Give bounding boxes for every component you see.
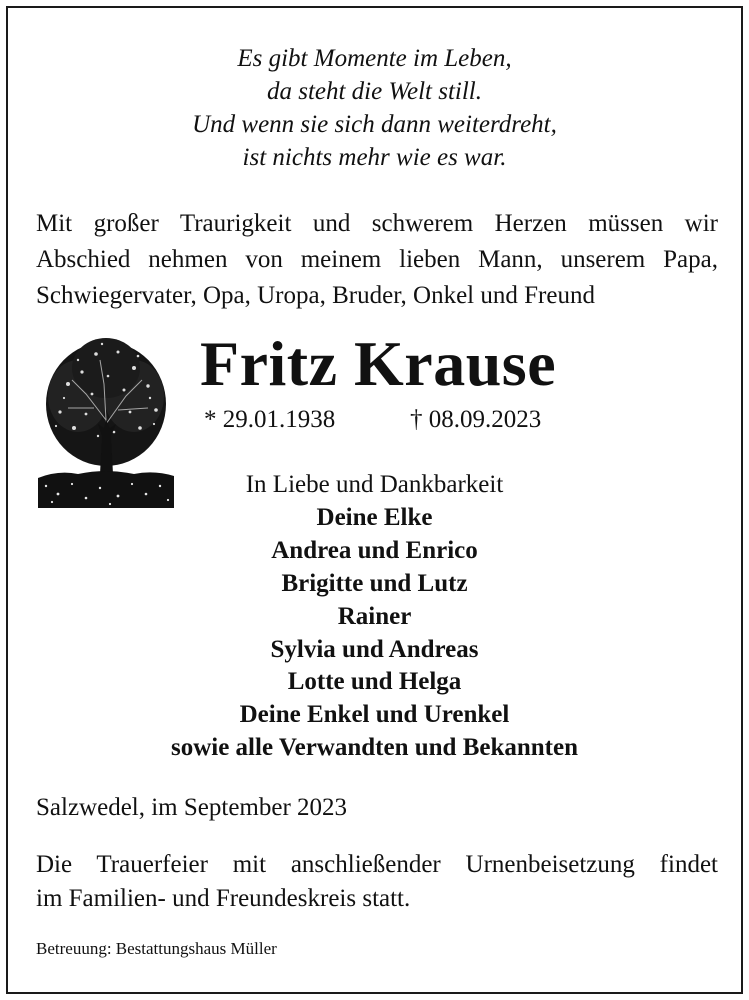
mourner-name: Deine Enkel und Urenkel [239,701,510,729]
mourner-name: Andrea und Enrico [271,536,478,564]
poem-line: Es gibt Momente im Leben, [237,45,512,72]
mourner-name: Sylvia und Andreas [270,635,479,663]
poem-line: da steht die Welt still. [266,78,483,105]
intro-line: Abschied nehmen von meinem lieben Mann, unserem Papa, [36,246,718,273]
poem-line: Und wenn sie sich dann weiterdreht, [192,111,557,138]
birth-date: * 29.01.1938 [204,406,336,433]
mourner-name: Deine Elke [316,503,433,531]
deceased-name: Fritz Krause [200,328,557,399]
funeral-home-credit: Betreuung: Bestattungshaus Müller [36,939,277,958]
death-date: † 08.09.2023 [410,406,542,433]
obituary-frame [6,6,743,994]
funeral-notice [36,848,718,916]
mourners-intro: In Liebe und Dankbarkeit [245,471,504,498]
place-date: Salzwedel, im September 2023 [36,794,348,821]
intro-line: Schwiegervater, Opa, Uropa, Bruder, Onkel und Freund [36,282,595,309]
mourner-name: Lotte und Helga [287,668,462,696]
poem [8,42,741,174]
mourners-list [8,469,741,765]
intro-text [36,206,718,314]
mourner-name: Rainer [337,602,412,630]
poem-line: ist nichts mehr wie es war. [242,144,507,171]
mourner-name: Brigitte und Lutz [281,569,468,597]
mourner-name: sowie alle Verwandten und Bekannten [170,734,579,762]
intro-line: Mit großer Traurigkeit und schwerem Herzen müssen wir [36,210,718,237]
funeral-line: Die Trauerfeier mit anschließender Urnenbeisetzung findet [36,851,718,878]
funeral-line: im Familien- und Freundeskreis statt. [36,885,411,912]
